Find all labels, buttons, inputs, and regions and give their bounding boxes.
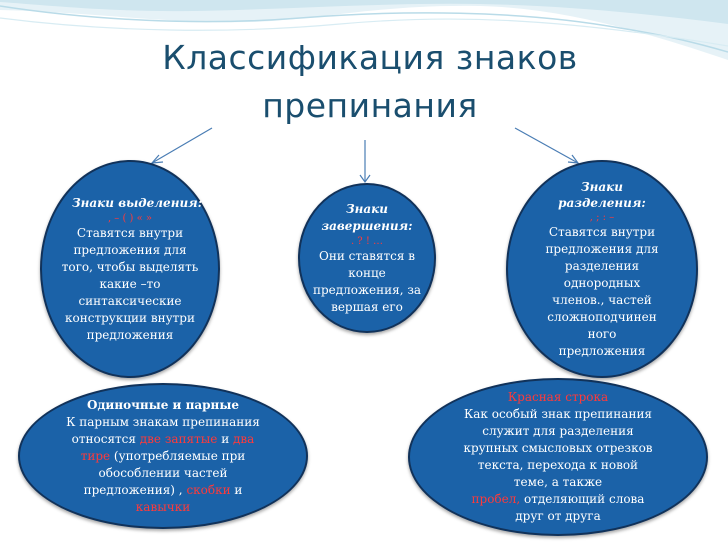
arrow-left <box>152 128 212 163</box>
text-line: синтаксические <box>78 293 182 308</box>
text-line: Они ставятся в <box>319 248 415 263</box>
ending-text <box>313 248 421 316</box>
text-line: текста, перехода к новой <box>477 458 639 472</box>
text-line: предложения, за <box>312 282 422 297</box>
bubble-separating-marks <box>506 160 698 378</box>
text-line: Ставятся внутри <box>548 224 656 239</box>
highlight-dash: тире <box>80 448 111 463</box>
title-line-2: препинания <box>262 86 478 125</box>
text-line <box>81 448 246 465</box>
separating-text <box>545 224 658 360</box>
text-segment: и <box>230 482 243 497</box>
text-segment: и <box>217 431 234 446</box>
bubble-highlighting-marks <box>40 160 220 378</box>
text-line: конце <box>348 265 386 280</box>
text-line: какие –то <box>99 276 161 291</box>
text-line: членов., частей <box>552 292 652 307</box>
text-line: друг от друга <box>515 509 601 523</box>
text-line: крупных смысловых отрезков <box>463 441 653 455</box>
ending-symbols: . ? ! … <box>350 235 384 247</box>
single-paired-heading: Одиночные и парные <box>86 397 240 412</box>
text-line <box>84 482 243 499</box>
text-line: конструкции внутри <box>65 310 195 325</box>
bubble-ending-marks <box>298 183 436 333</box>
text-line: служит для разделения <box>482 424 634 438</box>
ending-heading-2: завершения: <box>321 218 413 233</box>
highlight-two-commas: две запятые <box>139 431 218 446</box>
highlight-quotes: кавычки <box>135 499 191 514</box>
text-line: предложения для <box>73 242 187 257</box>
text-line: сложноподчинен <box>547 309 657 324</box>
red-line-heading: Красная строка <box>507 390 609 404</box>
text-line: Ставятся внутри <box>76 225 184 240</box>
arrow-left-head <box>152 155 163 163</box>
text-segment: предложения) , <box>83 482 187 497</box>
highlighting-symbols: , – ( ) « » <box>107 212 153 224</box>
text-line <box>472 491 645 508</box>
highlight-two: два <box>233 431 255 446</box>
text-line <box>72 431 255 448</box>
text-line: предложения <box>558 343 646 358</box>
bubble-single-and-paired <box>18 383 308 529</box>
text-line: вершая его <box>331 299 403 314</box>
arrow-right <box>515 128 578 163</box>
text-segment: относятся <box>71 431 140 446</box>
highlight-brackets: скобки <box>186 482 231 497</box>
text-line: того, чтобы выделять <box>61 259 199 274</box>
text-line: ного <box>587 326 617 341</box>
ending-heading-1: Знаки <box>345 201 389 216</box>
title-line-1: Классификация знаков <box>162 38 578 77</box>
highlight-space: пробел, <box>471 492 521 506</box>
separating-symbols: , ; : – <box>589 211 615 223</box>
text-line: Как особый знак препинания <box>463 407 653 421</box>
text-segment: (употребляемые при <box>110 448 246 463</box>
text-line: разделения <box>564 258 640 273</box>
highlighting-heading: Знаки выделения: <box>72 195 203 210</box>
text-line: обособлении частей <box>98 465 228 480</box>
text-line: предложения для <box>545 241 659 256</box>
separating-heading-2: разделения: <box>558 195 646 210</box>
text-line: предложения <box>86 327 174 342</box>
arrow-right-head <box>568 155 578 163</box>
text-line: К парным знакам препинания <box>66 414 260 429</box>
text-line: однородных <box>563 275 641 290</box>
text-line: теме, а также <box>513 475 603 489</box>
highlighting-text <box>62 225 199 344</box>
separating-heading-1: Знаки <box>580 179 624 194</box>
text-segment: отделяющий слова <box>520 492 645 506</box>
bubble-red-line <box>408 378 708 536</box>
